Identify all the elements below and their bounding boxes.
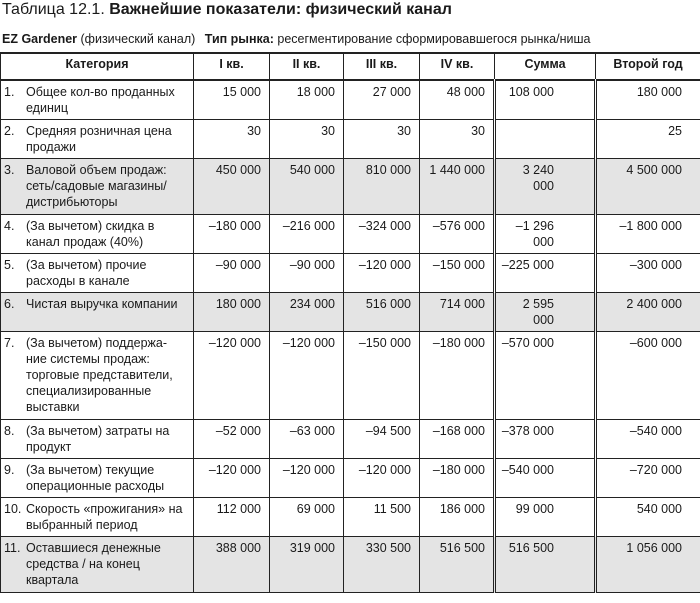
cell-second-year: 25: [596, 120, 700, 159]
table-title: [2, 0, 452, 20]
table-row: [1, 215, 700, 254]
cell-sum: 516 500: [495, 537, 596, 593]
row-number: 10.: [4, 502, 22, 516]
cell-q1: –120 000: [194, 459, 270, 498]
row-number: 6.: [4, 297, 15, 311]
cell-second-year: –720 000: [596, 459, 700, 498]
table-row: [1, 80, 700, 120]
cell-q3: 11 500: [344, 498, 420, 537]
header-q3: III кв.: [344, 53, 420, 80]
header-q2: II кв.: [270, 53, 344, 80]
cell-second-year: 180 000: [596, 80, 700, 120]
cell-q4: 30: [420, 120, 495, 159]
row-number: 9.: [4, 463, 15, 477]
cell-q2: 319 000: [270, 537, 344, 593]
cell-q1: –52 000: [194, 420, 270, 459]
row-number: 3.: [4, 163, 15, 177]
table-row: [1, 159, 700, 215]
cell-category: [1, 293, 194, 332]
table-row: [1, 537, 700, 593]
cell-category: [1, 215, 194, 254]
cell-q1: –120 000: [194, 332, 270, 420]
cell-second-year: 540 000: [596, 498, 700, 537]
row-label: (За вычетом) затраты на продукт: [26, 424, 170, 454]
header-q1: I кв.: [194, 53, 270, 80]
cell-q4: –180 000: [420, 332, 495, 420]
cell-q2: 69 000: [270, 498, 344, 537]
cell-q2: 30: [270, 120, 344, 159]
cell-second-year: 4 500 000: [596, 159, 700, 215]
cell-category: [1, 498, 194, 537]
cell-second-year: 2 400 000: [596, 293, 700, 332]
cell-q1: –90 000: [194, 254, 270, 293]
cell-category: [1, 537, 194, 593]
row-number: 11.: [4, 541, 21, 555]
cell-q3: 516 000: [344, 293, 420, 332]
market-type-label: Тип рынка:: [204, 32, 274, 46]
row-label: (За вычетом) прочие расходы в канале: [26, 258, 147, 288]
header-sum: Сумма: [495, 53, 596, 80]
cell-sum: [495, 120, 596, 159]
cell-q3: 330 500: [344, 537, 420, 593]
cell-category: [1, 420, 194, 459]
cell-q4: –168 000: [420, 420, 495, 459]
row-number: 1.: [4, 85, 15, 99]
row-label: Средняя розничная цена продажи: [26, 124, 172, 154]
cell-q4: 714 000: [420, 293, 495, 332]
header-second-year: Второй год: [596, 53, 700, 80]
cell-q2: –90 000: [270, 254, 344, 293]
header-row: [1, 53, 700, 80]
cell-q2: 18 000: [270, 80, 344, 120]
cell-q4: –576 000: [420, 215, 495, 254]
cell-sum: –540 000: [495, 459, 596, 498]
cell-q2: 234 000: [270, 293, 344, 332]
cell-q3: –324 000: [344, 215, 420, 254]
row-label: Оставшиеся денежные средства / на конец квартала: [26, 541, 161, 587]
cell-sum: –570 000: [495, 332, 596, 420]
cell-q3: 30: [344, 120, 420, 159]
cell-q4: 1 440 000: [420, 159, 495, 215]
cell-q3: –120 000: [344, 459, 420, 498]
cell-q1: 112 000: [194, 498, 270, 537]
channel-label: (физический канал): [80, 32, 196, 46]
cell-category: [1, 459, 194, 498]
cell-q4: 516 500: [420, 537, 495, 593]
row-label: Общее кол-во проданных единиц: [26, 85, 175, 115]
market-type-value: ресегментирование сформировавшегося рынка/ниша: [277, 32, 591, 46]
row-number: 8.: [4, 424, 15, 438]
cell-category: [1, 80, 194, 120]
row-label: (За вычетом) текущие операционные расходы: [26, 463, 165, 493]
cell-second-year: –600 000: [596, 332, 700, 420]
cell-q4: 186 000: [420, 498, 495, 537]
table-row: [1, 332, 700, 420]
cell-q1: 450 000: [194, 159, 270, 215]
metrics-table: [0, 52, 700, 593]
cell-sum: –378 000: [495, 420, 596, 459]
cell-second-year: –300 000: [596, 254, 700, 293]
cell-sum: 3 240 000: [495, 159, 596, 215]
cell-q4: 48 000: [420, 80, 495, 120]
cell-second-year: –540 000: [596, 420, 700, 459]
cell-q4: –180 000: [420, 459, 495, 498]
cell-q4: –150 000: [420, 254, 495, 293]
cell-second-year: 1 056 000: [596, 537, 700, 593]
cell-category: [1, 159, 194, 215]
cell-sum: –225 000: [495, 254, 596, 293]
table-row: [1, 459, 700, 498]
cell-q1: –180 000: [194, 215, 270, 254]
row-number: 7.: [4, 336, 15, 350]
row-label: (За вычетом) скидка в канал продаж (40%): [26, 219, 155, 249]
table-row: [1, 254, 700, 293]
row-number: 5.: [4, 258, 15, 272]
table-row: [1, 293, 700, 332]
table-number: Таблица 12.1.: [2, 1, 105, 18]
cell-q3: –120 000: [344, 254, 420, 293]
cell-q1: 15 000: [194, 80, 270, 120]
cell-q2: –63 000: [270, 420, 344, 459]
table-row: [1, 498, 700, 537]
cell-category: [1, 120, 194, 159]
row-number: 2.: [4, 124, 15, 138]
table-heading: Важнейшие показатели: физический канал: [109, 1, 452, 18]
cell-q3: –94 500: [344, 420, 420, 459]
cell-q2: 540 000: [270, 159, 344, 215]
header-q4: IV кв.: [420, 53, 495, 80]
row-label: Валовой объем продаж: сеть/садовые магазины/дистрибьюторы: [26, 163, 167, 209]
cell-q1: 388 000: [194, 537, 270, 593]
cell-second-year: –1 800 000: [596, 215, 700, 254]
cell-q2: –120 000: [270, 459, 344, 498]
cell-q2: –216 000: [270, 215, 344, 254]
cell-sum: 108 000: [495, 80, 596, 120]
cell-sum: –1 296 000: [495, 215, 596, 254]
cell-q1: 30: [194, 120, 270, 159]
table-row: [1, 420, 700, 459]
cell-q3: 810 000: [344, 159, 420, 215]
cell-q2: –120 000: [270, 332, 344, 420]
cell-sum: 99 000: [495, 498, 596, 537]
header-category: Категория: [1, 53, 194, 80]
cell-category: [1, 254, 194, 293]
brand-name: EZ Gardener: [2, 32, 78, 46]
table-subtitle: [2, 31, 590, 47]
table-row: [1, 120, 700, 159]
cell-sum: 2 595 000: [495, 293, 596, 332]
row-label: Скорость «прожигания» на выбранный период: [26, 502, 183, 532]
row-label: Чистая выручка компании: [26, 297, 178, 311]
row-number: 4.: [4, 219, 15, 233]
cell-category: [1, 332, 194, 420]
cell-q3: –150 000: [344, 332, 420, 420]
row-label: (За вычетом) поддержа-ние системы продаж: торговые представители, специализированные выставки: [26, 336, 173, 414]
cell-q3: 27 000: [344, 80, 420, 120]
cell-q1: 180 000: [194, 293, 270, 332]
